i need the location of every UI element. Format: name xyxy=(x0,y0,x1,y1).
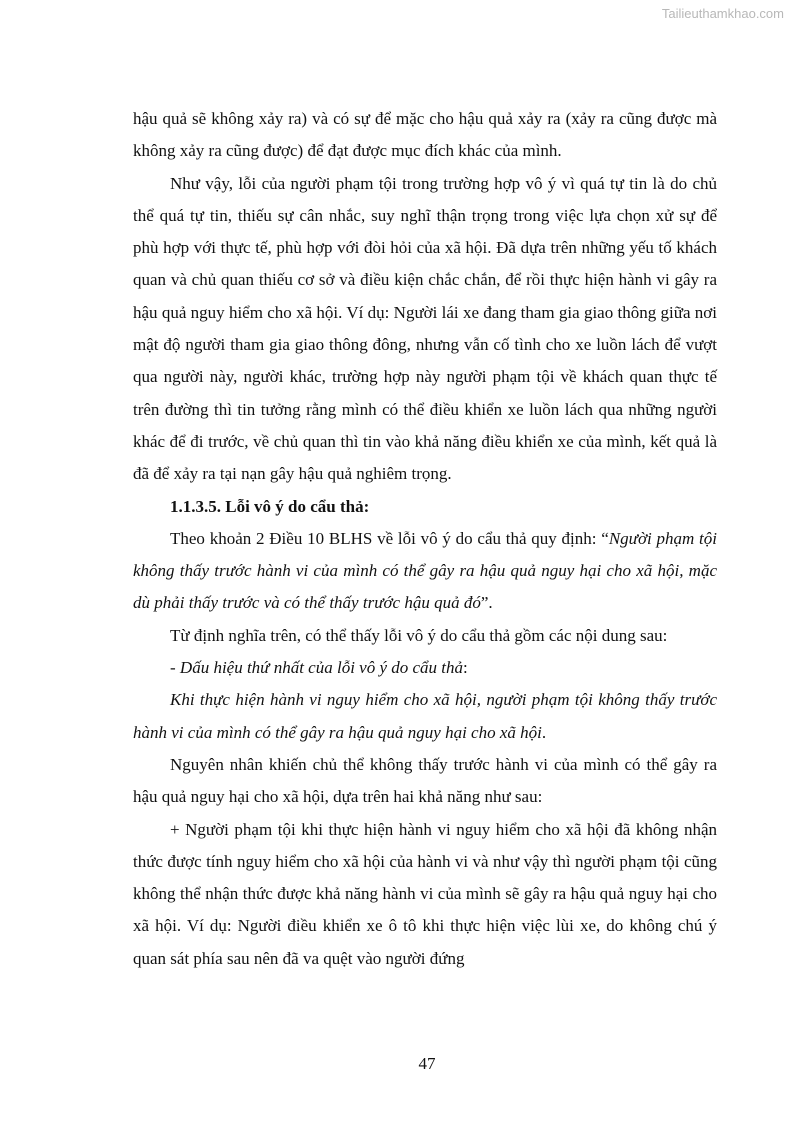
paragraph-6-italic: Khi thực hiện hành vi nguy hiểm cho xã hội, người phạm tội không thấy trước hành vi của mình có thể gây ra hậu quả nguy hại cho xã hội xyxy=(133,690,717,742)
paragraph-6-tail: . xyxy=(541,722,547,742)
page-body xyxy=(133,103,717,975)
page-number: 47 xyxy=(418,1054,436,1073)
paragraph-5 xyxy=(133,652,717,684)
paragraph-4: Từ định nghĩa trên, có thể thấy lỗi vô ý do cẩu thả gồm các nội dung sau: xyxy=(170,625,668,645)
watermark: Tailieuthamkhao.com xyxy=(661,6,784,21)
paragraph-8: + Người phạm tội khi thực hiện hành vi nguy hiểm cho xã hội đã không nhận thức được tính nguy hiểm cho xã hội của hành vi và như vậy thì người phạm tội cũng không thể nhận thức được khả năng hành vi của mình sẽ gây ra hậu quả nguy hại cho xã hội. Ví dụ: Người điều khiển xe ô tô khi thực hiện việc lùi xe, do không chú ý quan sát phía sau nên đã va quệt vào người đứng xyxy=(133,819,717,968)
paragraph-7: Nguyên nhân khiến chủ thể không thấy trước hành vi của mình có thể gây ra hậu quả nguy hại cho xã hội, dựa trên hai khả năng như sau: xyxy=(133,754,717,807)
paragraph-5-italic: - Dấu hiệu thứ nhất của lỗi vô ý do cẩu thả xyxy=(170,658,464,678)
paragraph-3-lead: Theo khoản 2 Điều 10 BLHS về lỗi vô ý do cẩu thả quy định: “ xyxy=(170,528,609,548)
paragraph-1: hậu quả sẽ không xảy ra) và có sự để mặc cho hậu quả xảy ra (xảy ra cũng được mà không xảy ra cũng được) để đạt được mục đích khác của mình. xyxy=(133,109,717,161)
section-heading: 1.1.3.5. Lỗi vô ý do cẩu thả: xyxy=(170,496,370,516)
paragraph-6 xyxy=(133,684,717,749)
paragraph-3 xyxy=(133,523,717,620)
paragraph-3-quote: Người phạm tội không thấy trước hành vi của mình có thể gây ra hậu quả nguy hại cho xã hội, mặc dù phải thấy trước và có thể thấy trước hậu quả đó xyxy=(133,528,717,613)
paragraph-2: Như vậy, lỗi của người phạm tội trong trường hợp vô ý vì quá tự tin là do chủ thể quá tự tin, thiếu sự cân nhắc, suy nghĩ thận trọng trong việc lựa chọn xử sự để phù hợp với thực tế, phù hợp với đòi hỏi của xã hội. Đã dựa trên những yếu tố khách quan và chủ quan thiếu cơ sở và điều kiện chắc chắn, để rồi thực hiện hành vi gây ra hậu quả nguy hiểm cho xã hội. Ví dụ: Người lái xe đang tham gia giao thông giữa nơi mật độ người tham gia giao thông đông, nhưng vẫn cố tình cho xe luồn lách để vượt qua người này, người khác, trường hợp này người phạm tội về khách quan thực tế trên đường thì tin tưởng rằng mình có thể điều khiển xe luồn lách qua những người khác để đi trước, về chủ quan thì tin vào khả năng điều khiển xe của mình, kết quả là đã để xảy ra tại nạn gây hậu quả nghiêm trọng. xyxy=(133,173,717,484)
paragraph-3-tail: ”. xyxy=(480,593,493,613)
paragraph-5-tail: : xyxy=(463,658,468,678)
